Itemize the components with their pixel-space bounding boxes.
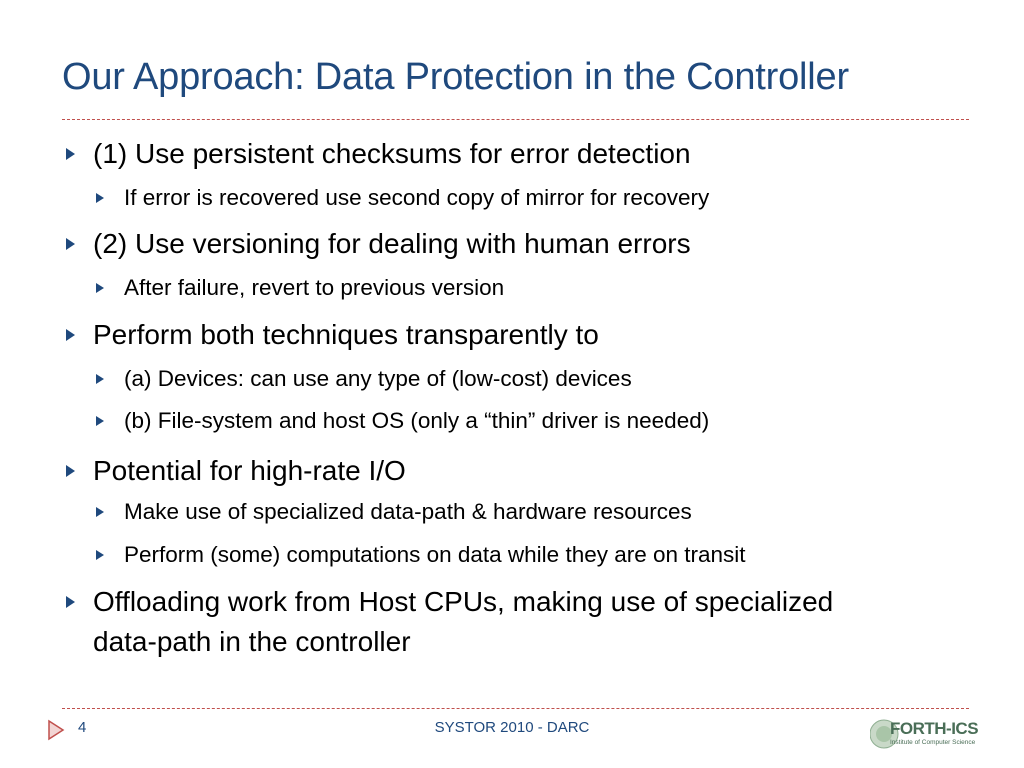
- sub-bullet-item: Perform (some) computations on data while they are on transit: [124, 542, 746, 567]
- logo-text: FORTH-ICS: [890, 719, 979, 738]
- bullet-item: Potential for high-rate I/O: [93, 455, 406, 486]
- sub-bullet-arrow-icon: [96, 550, 104, 560]
- bullet-item: data-path in the controller: [93, 626, 411, 657]
- sub-bullet-item: Make use of specialized data-path & hardware resources: [124, 499, 692, 524]
- slide-title: Our Approach: Data Protection in the Controller: [62, 56, 849, 98]
- sub-bullet-arrow-icon: [96, 283, 104, 293]
- bullet-arrow-icon: [66, 596, 75, 608]
- page-number: 4: [78, 719, 87, 736]
- bullet-arrow-icon: [66, 465, 75, 477]
- sub-bullet-arrow-icon: [96, 374, 104, 384]
- sub-bullet-arrow-icon: [96, 507, 104, 517]
- sub-bullet-arrow-icon: [96, 416, 104, 426]
- bullet-item: (1) Use persistent checksums for error detection: [93, 138, 691, 169]
- bullet-item: Perform both techniques transparently to: [93, 319, 599, 350]
- bullet-arrow-icon: [66, 238, 75, 250]
- sub-bullet-item: After failure, revert to previous version: [124, 275, 505, 300]
- sub-bullet-item: (a) Devices: can use any type of (low-cost) devices: [124, 366, 632, 391]
- bullet-arrow-icon: [66, 148, 75, 160]
- bullet-arrow-icon: [66, 329, 75, 341]
- sub-bullet-arrow-icon: [96, 193, 104, 203]
- sub-bullet-item: If error is recovered use second copy of mirror for recovery: [124, 185, 710, 210]
- logo-subtext: Institute of Computer Science: [890, 739, 976, 746]
- bullet-item: (2) Use versioning for dealing with human errors: [93, 228, 691, 259]
- footer-text: SYSTOR 2010 - DARC: [434, 719, 590, 736]
- bullet-item: Offloading work from Host CPUs, making use of specialized: [93, 586, 834, 617]
- title-divider: [62, 119, 969, 120]
- sub-bullet-item: (b) File-system and host OS (only a “thin” driver is needed): [124, 408, 710, 433]
- footer-divider: [62, 708, 969, 709]
